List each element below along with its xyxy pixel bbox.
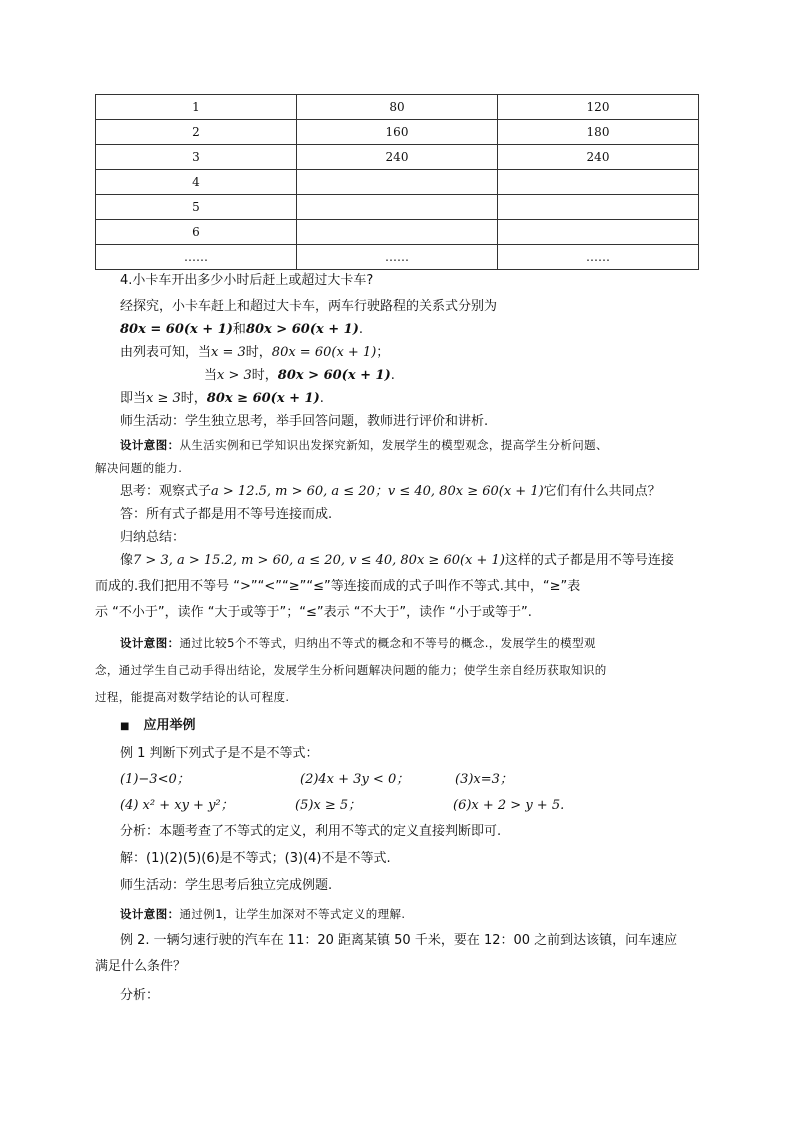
summary-line-1: 像7 > 3, a > 15.2, m > 60, a ≤ 20, v ≤ 40, 80x ≥ 60(x + 1)这样的式子都是用不等号连接 bbox=[120, 553, 674, 568]
table-cell bbox=[297, 195, 498, 220]
table-cell: 6 bbox=[96, 220, 297, 245]
table-cell bbox=[498, 195, 699, 220]
section-heading: ■ 应用举例 bbox=[120, 717, 195, 736]
example-2-line-2: 满足什么条件？ bbox=[95, 959, 187, 974]
design-intent-1-line-2: 解决问题的能力. bbox=[95, 461, 183, 475]
summary-line-3: 示 “不小于”，读作 “大于或等于”；“≤”表示 “不大于”，读作 “小于或等于”. bbox=[95, 605, 532, 620]
table-cell: 5 bbox=[96, 195, 297, 220]
design-intent-2-line-1: 设计意图：通过比较5个不等式，归纳出不等式的概念和不等号的概念.，发展学生的模型观 bbox=[120, 636, 596, 650]
table-cell bbox=[297, 220, 498, 245]
relation-equation: 80x = 60(x + 1) bbox=[120, 322, 233, 337]
table-cell: 240 bbox=[498, 145, 699, 170]
example-1-item-5: (5)x ≥ 5； bbox=[295, 798, 362, 813]
summary-title: 归纳总结： bbox=[120, 530, 186, 545]
table-row bbox=[96, 195, 699, 220]
example-1-item-1: (1)−3<0； bbox=[120, 772, 190, 787]
design-intent-2-line-3: 过程，能提高对数学结论的认可程度. bbox=[95, 690, 290, 704]
explore-intro: 经探究，小卡车赶上和超过大卡车，两车行驶路程的关系式分别为 bbox=[120, 299, 498, 314]
table-row bbox=[96, 95, 699, 120]
explore-line-2: 由列表可知，当x = 3时，80x = 60(x + 1)； bbox=[120, 345, 390, 360]
table-cell: 1 bbox=[96, 95, 297, 120]
activity-1: 师生活动：学生独立思考，举手回答问题，教师进行评价和讲析. bbox=[120, 414, 489, 429]
example-1-activity: 师生活动：学生思考后独立完成例题. bbox=[120, 878, 333, 893]
table-cell: …… bbox=[297, 245, 498, 270]
table-cell: …… bbox=[96, 245, 297, 270]
relation-inequality: 80x > 60(x + 1) bbox=[245, 322, 359, 337]
table-cell: 4 bbox=[96, 170, 297, 195]
table-cell: 2 bbox=[96, 120, 297, 145]
table-cell bbox=[498, 220, 699, 245]
table-cell bbox=[297, 170, 498, 195]
example-1-item-2: (2)4x + 3y < 0； bbox=[300, 772, 410, 787]
think-question: 思考：观察式子a > 12.5, m > 60, a ≤ 20；v ≤ 40, 80x ≥ 60(x + 1)它们有什么共同点？ bbox=[120, 484, 661, 499]
table-cell: 3 bbox=[96, 145, 297, 170]
table-cell: …… bbox=[498, 245, 699, 270]
question-4: 4.小卡车开出多少小时后赶上或超过大卡车? bbox=[120, 273, 374, 288]
explore-line-3: 当x > 3时，80x > 60(x + 1). bbox=[204, 368, 395, 383]
summary-line-2: 而成的.我们把用不等号 “>”“<”“≥”“≤”等连接而成的式子叫作不等式.其中，“≥”表 bbox=[95, 579, 581, 594]
table-row bbox=[96, 145, 699, 170]
table-cell bbox=[498, 170, 699, 195]
table-cell: 180 bbox=[498, 120, 699, 145]
table-row bbox=[96, 245, 699, 270]
table-row bbox=[96, 220, 699, 245]
table-cell: 240 bbox=[297, 145, 498, 170]
example-1-item-3: (3)x=3； bbox=[455, 772, 513, 787]
think-answer: 答：所有式子都是用不等号连接而成. bbox=[120, 507, 333, 522]
table-row bbox=[96, 170, 699, 195]
table-cell: 160 bbox=[297, 120, 498, 145]
table-row bbox=[96, 120, 699, 145]
example-2-analysis: 分析： bbox=[120, 988, 160, 1003]
square-bullet-icon: ■ bbox=[120, 721, 130, 732]
example-1-item-6: (6)x + 2 > y + 5. bbox=[453, 798, 565, 813]
example-2-line-1: 例 2. 一辆匀速行驶的汽车在 11：20 距离某镇 50 千米，要在 12：00 之前到达该镇，问车速应 bbox=[120, 933, 678, 948]
design-intent-2-line-2: 念，通过学生自己动手得出结论，发展学生分析问题解决问题的能力；使学生亲自经历获取知识的 bbox=[95, 663, 607, 677]
design-intent-1-line-1: 设计意图：从生活实例和已学知识出发探究新知，发展学生的模型观念，提高学生分析问题、 bbox=[120, 438, 608, 452]
table-cell: 120 bbox=[498, 95, 699, 120]
design-intent-3: 设计意图：通过例1，让学生加深对不等式定义的理解. bbox=[120, 907, 406, 921]
explore-relations: 80x = 60(x + 1)和80x > 60(x + 1). bbox=[120, 322, 363, 337]
example-1-title: 例 1 判断下列式子是不是不等式： bbox=[120, 746, 319, 761]
table-cell: 80 bbox=[297, 95, 498, 120]
example-1-solution: 解：(1)(2)(5)(6)是不等式；(3)(4)不是不等式. bbox=[120, 851, 391, 866]
explore-line-4: 即当x ≥ 3时，80x ≥ 60(x + 1). bbox=[120, 391, 324, 406]
example-1-item-4: (4) x² + xy + y²； bbox=[120, 798, 234, 813]
distance-table bbox=[95, 94, 699, 270]
example-1-analysis: 分析：本题考查了不等式的定义，利用不等式的定义直接判断即可. bbox=[120, 824, 502, 839]
